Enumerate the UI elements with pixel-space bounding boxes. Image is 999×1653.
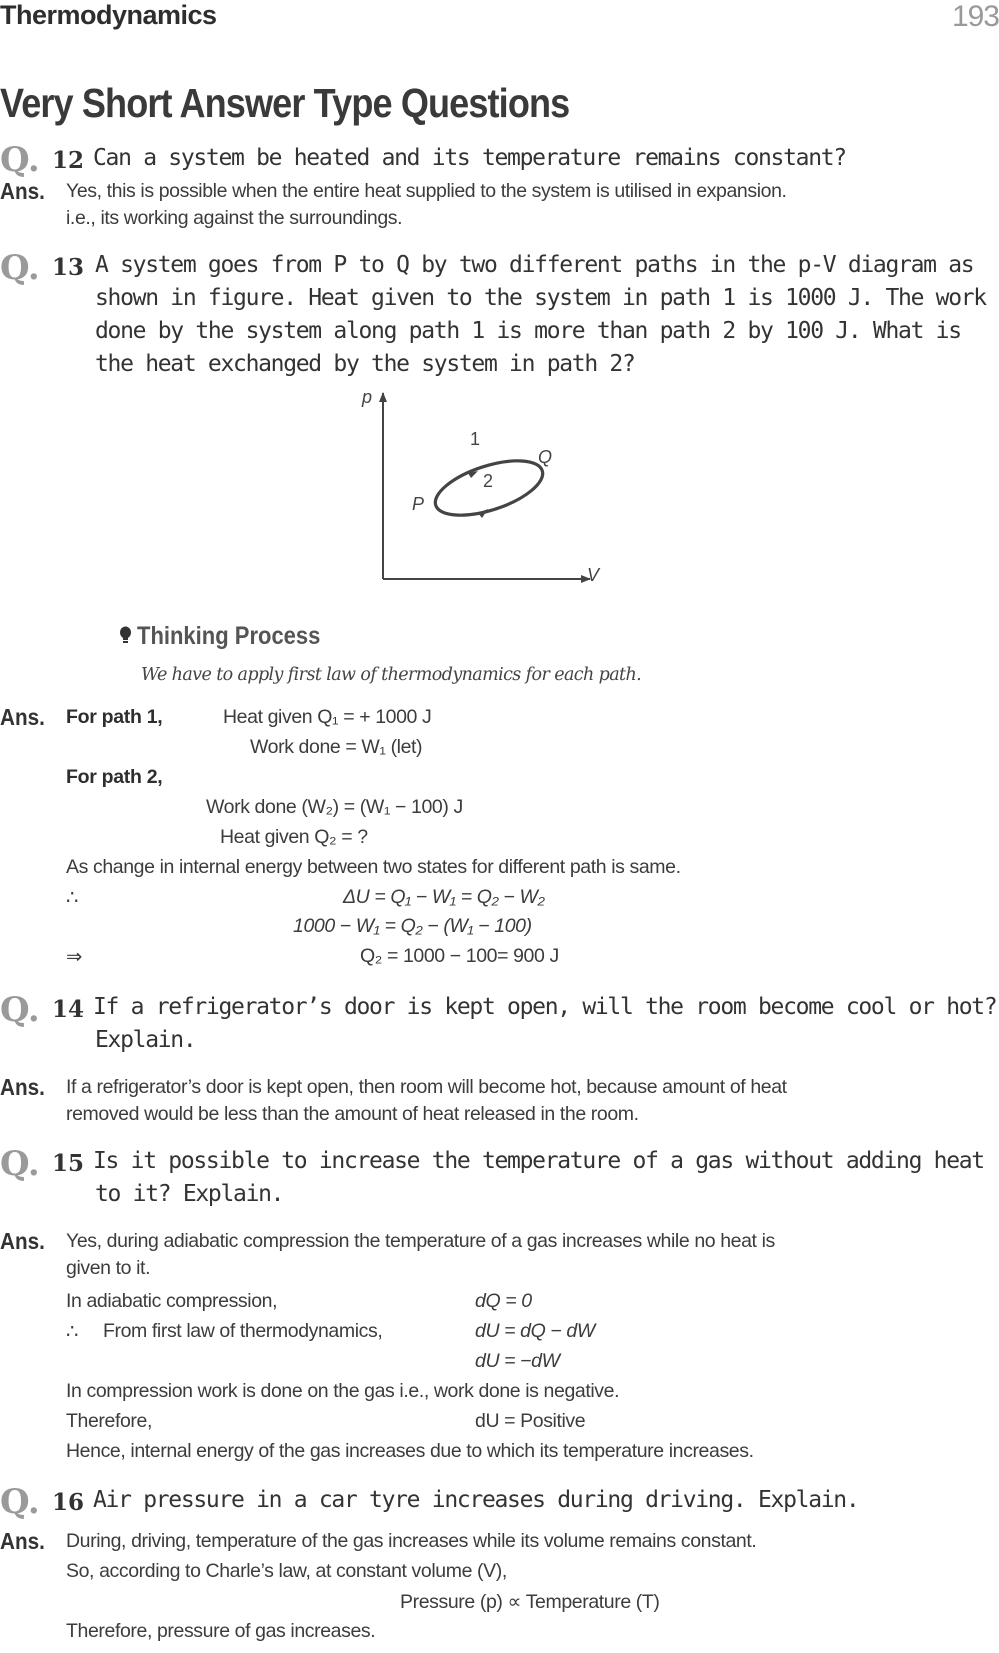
step-1-label: In adiabatic compression, bbox=[66, 1290, 278, 1312]
answer-line: If a refrigerator’s door is kept open, then room will become hot, because amount of heat bbox=[66, 1076, 787, 1098]
path-1-heat: Heat given Q₁ = + 1000 J bbox=[223, 706, 432, 728]
equation-2: 1000 − W₁ = Q₂ − (W₁ − 100) bbox=[293, 915, 532, 937]
answer-label: Ans. bbox=[0, 704, 45, 730]
answer-line: Yes, during adiabatic compression the temperature of a gas increases while no heat is bbox=[66, 1230, 775, 1252]
question-number: 12 bbox=[52, 147, 85, 174]
pv-diagram-graphic bbox=[350, 385, 610, 610]
thinking-process-title: Thinking Process bbox=[137, 622, 321, 650]
y-axis-label: p bbox=[362, 387, 373, 407]
question-marker: Q. bbox=[0, 990, 40, 1030]
answer-line: i.e., its working against the surroundings. bbox=[66, 207, 403, 229]
implies-symbol: ⇒ bbox=[66, 946, 82, 968]
path-2-heat: Heat given Q₂ = ? bbox=[220, 826, 368, 848]
answer-line: So, according to Charle’s law, at constant volume (V), bbox=[66, 1560, 507, 1582]
answer-conclusion: Therefore, pressure of gas increases. bbox=[66, 1620, 376, 1642]
path-1-label: 1 bbox=[470, 429, 481, 449]
answer-label: Ans. bbox=[0, 1228, 45, 1254]
answer-line: removed would be less than the amount of heat released in the room. bbox=[66, 1103, 639, 1125]
lightbulb-icon bbox=[119, 626, 132, 643]
question-text: to it? Explain. bbox=[95, 1181, 284, 1207]
answer-conclusion: Hence, internal energy of the gas increases due to which its temperature increases. bbox=[66, 1440, 754, 1462]
answer-line: given to it. bbox=[66, 1257, 151, 1279]
answer-statement: As change in internal energy between two states for different path is same. bbox=[66, 856, 681, 878]
answer-statement: In compression work is done on the gas i.e., work done is negative. bbox=[66, 1380, 620, 1402]
therefore-symbol: ∴ bbox=[66, 887, 79, 909]
path-1-work: Work done = W₁ (let) bbox=[250, 736, 423, 758]
thinking-process-text: We have to apply first law of thermodynamics for each path. bbox=[141, 665, 642, 685]
question-text: done by the system along path 1 is more than path 2 by 100 J. What is bbox=[95, 318, 961, 344]
answer-label: Ans. bbox=[0, 1074, 45, 1100]
question-text: If a refrigerator’s door is kept open, will the room become cool or hot? bbox=[93, 994, 997, 1020]
equation-1: ΔU = Q₁ − W₁ = Q₂ − W₂ bbox=[343, 886, 545, 908]
question-text: shown in figure. Heat given to the system in path 1 is 1000 J. The work bbox=[95, 285, 986, 311]
question-marker: Q. bbox=[0, 1144, 40, 1184]
question-text: Is it possible to increase the temperature of a gas without adding heat bbox=[93, 1148, 984, 1174]
answer-line: During, driving, temperature of the gas increases while its volume remains constant. bbox=[66, 1530, 757, 1552]
question-text: Explain. bbox=[95, 1027, 196, 1053]
question-number: 14 bbox=[52, 996, 85, 1023]
point-p-label: P bbox=[412, 494, 425, 514]
question-marker: Q. bbox=[0, 140, 40, 180]
question-marker: Q. bbox=[0, 248, 40, 288]
question-text: the heat exchanged by the system in path 2? bbox=[95, 351, 635, 377]
point-q-label: Q bbox=[538, 447, 553, 467]
question-marker: Q. bbox=[0, 1482, 40, 1522]
path-2-label: 2 bbox=[483, 471, 494, 491]
question-number: 15 bbox=[52, 1150, 85, 1177]
question-number: 16 bbox=[52, 1489, 85, 1516]
step-4-label: Therefore, bbox=[66, 1410, 152, 1432]
step-2-equation: dU = dQ − dW bbox=[475, 1320, 595, 1342]
step-2-label: From first law of thermodynamics, bbox=[103, 1320, 383, 1342]
equation-3: Q₂ = 1000 − 100= 900 J bbox=[360, 945, 559, 967]
question-text: A system goes from P to Q by two different paths in the p-V diagram as bbox=[95, 252, 974, 278]
page-number: 193 bbox=[951, 0, 999, 33]
question-text: Can a system be heated and its temperature remains constant? bbox=[93, 145, 846, 171]
proportionality-relation: Pressure (p) ∝ Temperature (T) bbox=[400, 1591, 660, 1613]
path-2-label: For path 2, bbox=[66, 766, 163, 788]
question-number: 13 bbox=[52, 254, 85, 281]
step-1-equation: dQ = 0 bbox=[475, 1290, 532, 1312]
answer-line: Yes, this is possible when the entire heat supplied to the system is utilised in expansion. bbox=[66, 180, 787, 202]
path-2-work: Work done (W₂) = (W₁ − 100) J bbox=[206, 796, 463, 818]
therefore-symbol: ∴ bbox=[66, 1321, 79, 1343]
step-4-equation: dU = Positive bbox=[475, 1410, 586, 1432]
answer-label: Ans. bbox=[0, 1528, 45, 1554]
running-title: Thermodynamics bbox=[0, 0, 217, 30]
x-axis-label: V bbox=[587, 565, 600, 585]
section-title: Very Short Answer Type Questions bbox=[0, 80, 570, 126]
question-text: Air pressure in a car tyre increases during driving. Explain. bbox=[93, 1487, 859, 1513]
pv-diagram bbox=[350, 385, 610, 610]
step-3-equation: dU = −dW bbox=[475, 1350, 560, 1372]
path-1-label: For path 1, bbox=[66, 706, 163, 728]
answer-label: Ans. bbox=[0, 178, 45, 204]
